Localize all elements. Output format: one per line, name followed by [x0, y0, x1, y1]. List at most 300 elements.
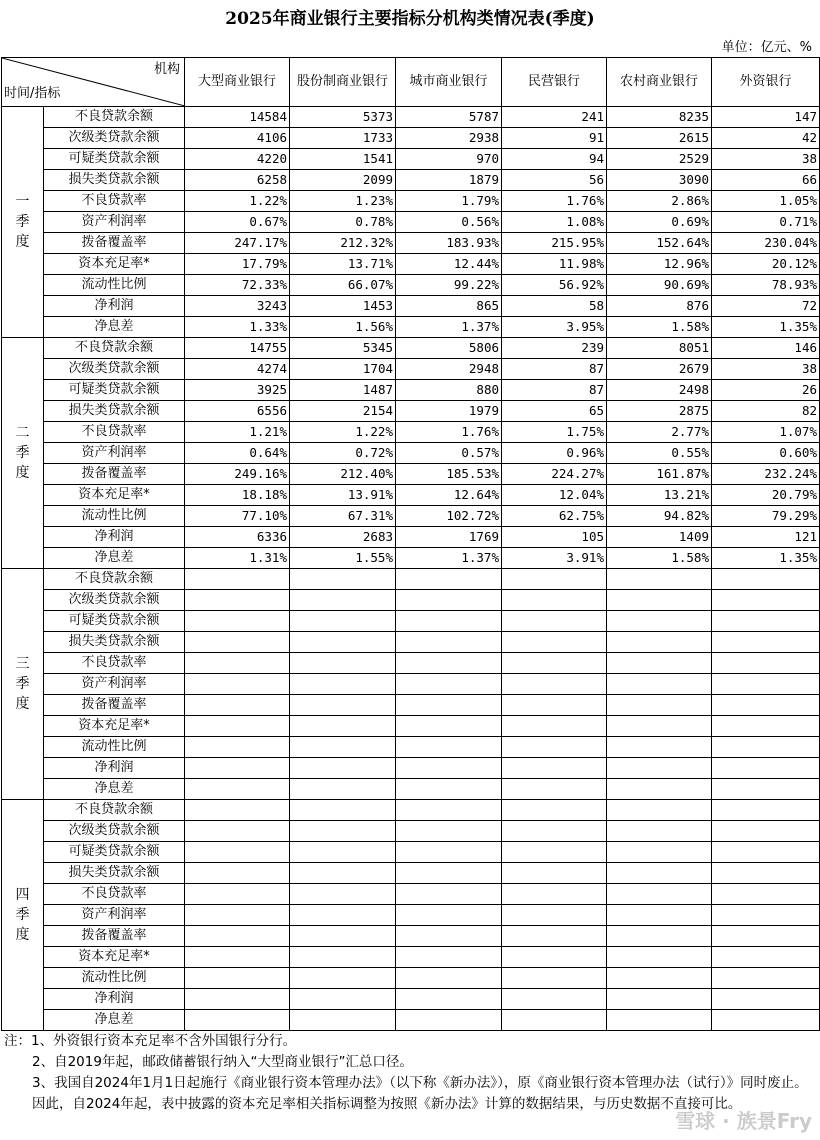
value-cell: 1733: [290, 128, 396, 149]
indicator-label: 净息差: [44, 1010, 185, 1031]
value-cell: 1769: [396, 527, 502, 548]
value-cell: [712, 632, 820, 653]
value-cell: [502, 968, 607, 989]
value-cell: [607, 716, 712, 737]
value-cell: [185, 1010, 290, 1031]
value-cell: [502, 716, 607, 737]
value-cell: 1409: [607, 527, 712, 548]
table-row: [2, 779, 820, 800]
value-cell: 0.78%: [290, 212, 396, 233]
value-cell: [185, 590, 290, 611]
indicator-label: 不良贷款余额: [44, 800, 185, 821]
quarter-label-text: 四季度: [15, 887, 30, 943]
value-cell: [712, 653, 820, 674]
indicator-label: 资本充足率*: [44, 254, 185, 275]
indicator-label: 净息差: [44, 779, 185, 800]
value-cell: [290, 758, 396, 779]
value-cell: 94.82%: [607, 506, 712, 527]
value-cell: 14755: [185, 338, 290, 359]
value-cell: [290, 674, 396, 695]
value-cell: 0.56%: [396, 212, 502, 233]
quarter-label-text: 三季度: [15, 656, 30, 712]
indicator-label: 可疑类贷款余额: [44, 842, 185, 863]
indicator-label: 不良贷款率: [44, 884, 185, 905]
table-row: [2, 674, 820, 695]
indicator-label: 损失类贷款余额: [44, 170, 185, 191]
value-cell: 1.05%: [712, 191, 820, 212]
value-cell: 0.60%: [712, 443, 820, 464]
quarter-label: [2, 569, 44, 800]
value-cell: 1.35%: [712, 317, 820, 338]
indicator-label: 流动性比例: [44, 737, 185, 758]
value-cell: [290, 1010, 396, 1031]
value-cell: [185, 863, 290, 884]
indicator-label: 次级类贷款余额: [44, 821, 185, 842]
value-cell: 1.21%: [185, 422, 290, 443]
value-cell: 6556: [185, 401, 290, 422]
value-cell: 5806: [396, 338, 502, 359]
indicator-label: 资本充足率*: [44, 485, 185, 506]
value-cell: 13.71%: [290, 254, 396, 275]
value-cell: 880: [396, 380, 502, 401]
indicator-label: 流动性比例: [44, 968, 185, 989]
value-cell: [396, 842, 502, 863]
value-cell: [502, 737, 607, 758]
value-cell: [607, 590, 712, 611]
value-cell: 87: [502, 380, 607, 401]
value-cell: [607, 779, 712, 800]
indicator-label: 次级类贷款余额: [44, 128, 185, 149]
table-row: [2, 905, 820, 926]
value-cell: 1.75%: [502, 422, 607, 443]
indicator-label: 可疑类贷款余额: [44, 380, 185, 401]
value-cell: 212.40%: [290, 464, 396, 485]
value-cell: 865: [396, 296, 502, 317]
watermark: 雪球 · 族景Fry: [675, 1109, 812, 1133]
value-cell: 13.91%: [290, 485, 396, 506]
value-cell: 247.17%: [185, 233, 290, 254]
value-cell: [185, 821, 290, 842]
value-cell: [607, 968, 712, 989]
corner-top-label: 机构: [153, 62, 180, 77]
value-cell: 3090: [607, 170, 712, 191]
table-row: [2, 275, 820, 296]
value-cell: 12.96%: [607, 254, 712, 275]
value-cell: [290, 653, 396, 674]
indicator-label: 拨备覆盖率: [44, 464, 185, 485]
value-cell: 1979: [396, 401, 502, 422]
value-cell: [290, 569, 396, 590]
value-cell: 62.75%: [502, 506, 607, 527]
table-row: [2, 758, 820, 779]
value-cell: 4274: [185, 359, 290, 380]
value-cell: [290, 800, 396, 821]
value-cell: [185, 569, 290, 590]
value-cell: [607, 569, 712, 590]
value-cell: 1.08%: [502, 212, 607, 233]
table-row: [2, 338, 820, 359]
value-cell: [396, 737, 502, 758]
value-cell: 14584: [185, 107, 290, 128]
value-cell: [502, 674, 607, 695]
value-cell: 0.72%: [290, 443, 396, 464]
value-cell: 1487: [290, 380, 396, 401]
value-cell: 0.64%: [185, 443, 290, 464]
value-cell: 56: [502, 170, 607, 191]
value-cell: [502, 905, 607, 926]
table-row: [2, 632, 820, 653]
value-cell: [290, 779, 396, 800]
value-cell: [607, 611, 712, 632]
value-cell: 1.76%: [502, 191, 607, 212]
value-cell: [502, 800, 607, 821]
value-cell: [712, 590, 820, 611]
value-cell: [502, 1010, 607, 1031]
value-cell: [185, 737, 290, 758]
value-cell: 0.55%: [607, 443, 712, 464]
value-cell: [290, 884, 396, 905]
indicator-label: 资产利润率: [44, 443, 185, 464]
value-cell: [712, 758, 820, 779]
value-cell: 99.22%: [396, 275, 502, 296]
table-row: [2, 359, 820, 380]
value-cell: [290, 989, 396, 1010]
table-row: [2, 947, 820, 968]
value-cell: [607, 947, 712, 968]
value-cell: 3.91%: [502, 548, 607, 569]
value-cell: [396, 884, 502, 905]
value-cell: 215.95%: [502, 233, 607, 254]
indicator-label: 不良贷款率: [44, 422, 185, 443]
table-row: [2, 548, 820, 569]
value-cell: 152.64%: [607, 233, 712, 254]
value-cell: [185, 674, 290, 695]
value-cell: 2154: [290, 401, 396, 422]
indicator-label: 资本充足率*: [44, 716, 185, 737]
value-cell: [185, 989, 290, 1010]
indicator-label: 资产利润率: [44, 212, 185, 233]
value-cell: 56.92%: [502, 275, 607, 296]
value-cell: 13.21%: [607, 485, 712, 506]
value-cell: 1.56%: [290, 317, 396, 338]
value-cell: [396, 674, 502, 695]
header-institution: 城市商业银行: [396, 58, 502, 107]
value-cell: [502, 695, 607, 716]
table-row: [2, 653, 820, 674]
indicator-label: 拨备覆盖率: [44, 695, 185, 716]
value-cell: [502, 653, 607, 674]
value-cell: 2529: [607, 149, 712, 170]
value-cell: [607, 989, 712, 1010]
value-cell: [712, 716, 820, 737]
value-cell: [185, 926, 290, 947]
value-cell: [290, 821, 396, 842]
value-cell: 2099: [290, 170, 396, 191]
value-cell: [607, 1010, 712, 1031]
footnote: 注：1、外资银行资本充足率不含外国银行分行。: [4, 1033, 297, 1049]
value-cell: [290, 905, 396, 926]
value-cell: 105: [502, 527, 607, 548]
value-cell: [290, 947, 396, 968]
value-cell: [712, 695, 820, 716]
value-cell: 90.69%: [607, 275, 712, 296]
value-cell: 72.33%: [185, 275, 290, 296]
indicator-label: 不良贷款余额: [44, 107, 185, 128]
value-cell: 4220: [185, 149, 290, 170]
value-cell: [712, 884, 820, 905]
value-cell: [396, 653, 502, 674]
value-cell: 20.79%: [712, 485, 820, 506]
indicator-label: 流动性比例: [44, 506, 185, 527]
value-cell: 42: [712, 128, 820, 149]
header-institution: 外资银行: [712, 58, 820, 107]
indicator-label: 损失类贷款余额: [44, 863, 185, 884]
value-cell: 1.33%: [185, 317, 290, 338]
value-cell: 3.95%: [502, 317, 607, 338]
indicator-label: 损失类贷款余额: [44, 401, 185, 422]
value-cell: 1.35%: [712, 548, 820, 569]
value-cell: [396, 863, 502, 884]
table-row: [2, 485, 820, 506]
indicator-label: 可疑类贷款余额: [44, 611, 185, 632]
value-cell: 18.18%: [185, 485, 290, 506]
corner-cell: [2, 58, 185, 107]
value-cell: 146: [712, 338, 820, 359]
table-row: [2, 821, 820, 842]
value-cell: [396, 695, 502, 716]
value-cell: [396, 989, 502, 1010]
value-cell: 0.69%: [607, 212, 712, 233]
header-institution: 民营银行: [502, 58, 607, 107]
value-cell: 0.96%: [502, 443, 607, 464]
value-cell: 224.27%: [502, 464, 607, 485]
table-row: [2, 590, 820, 611]
indicator-label: 净利润: [44, 527, 185, 548]
value-cell: [502, 569, 607, 590]
value-cell: [396, 1010, 502, 1031]
value-cell: 91: [502, 128, 607, 149]
value-cell: 876: [607, 296, 712, 317]
value-cell: [502, 926, 607, 947]
indicator-label: 资产利润率: [44, 905, 185, 926]
value-cell: [185, 884, 290, 905]
header-row: [2, 58, 820, 107]
value-cell: [712, 947, 820, 968]
value-cell: [607, 632, 712, 653]
table-row: [2, 863, 820, 884]
value-cell: 1.58%: [607, 548, 712, 569]
value-cell: 5373: [290, 107, 396, 128]
table-row: [2, 380, 820, 401]
header-institution: 大型商业银行: [185, 58, 290, 107]
value-cell: [290, 716, 396, 737]
value-cell: 2683: [290, 527, 396, 548]
value-cell: [607, 926, 712, 947]
value-cell: 38: [712, 359, 820, 380]
corner-bottom-label: 时间/指标: [4, 86, 61, 101]
value-cell: [712, 842, 820, 863]
value-cell: [396, 758, 502, 779]
value-cell: [185, 758, 290, 779]
value-cell: [185, 905, 290, 926]
quarter-label: [2, 800, 44, 1031]
value-cell: [396, 569, 502, 590]
unit-label: 单位：亿元、%: [721, 40, 812, 55]
value-cell: [290, 590, 396, 611]
table-row: [2, 842, 820, 863]
table-row: [2, 443, 820, 464]
value-cell: [396, 821, 502, 842]
value-cell: 239: [502, 338, 607, 359]
indicator-label: 资产利润率: [44, 674, 185, 695]
indicator-label: 次级类贷款余额: [44, 359, 185, 380]
value-cell: [712, 611, 820, 632]
indicator-label: 拨备覆盖率: [44, 926, 185, 947]
value-cell: 1704: [290, 359, 396, 380]
value-cell: [712, 863, 820, 884]
value-cell: [290, 842, 396, 863]
value-cell: [396, 632, 502, 653]
indicator-label: 损失类贷款余额: [44, 632, 185, 653]
value-cell: [607, 842, 712, 863]
table-row: [2, 317, 820, 338]
value-cell: 3243: [185, 296, 290, 317]
table-row: [2, 212, 820, 233]
value-cell: [396, 947, 502, 968]
value-cell: 67.31%: [290, 506, 396, 527]
value-cell: [185, 968, 290, 989]
footnote: 2、自2019年起，邮政储蓄银行纳入“大型商业银行”汇总口径。: [32, 1054, 413, 1070]
table-row: [2, 233, 820, 254]
value-cell: 147: [712, 107, 820, 128]
value-cell: [502, 611, 607, 632]
value-cell: 1.22%: [290, 422, 396, 443]
table-row: [2, 401, 820, 422]
value-cell: [502, 884, 607, 905]
value-cell: [185, 800, 290, 821]
value-cell: 17.79%: [185, 254, 290, 275]
value-cell: 5787: [396, 107, 502, 128]
value-cell: 65: [502, 401, 607, 422]
value-cell: 1.37%: [396, 548, 502, 569]
value-cell: [712, 968, 820, 989]
value-cell: [396, 905, 502, 926]
value-cell: 1.31%: [185, 548, 290, 569]
indicator-label: 可疑类贷款余额: [44, 149, 185, 170]
value-cell: [185, 611, 290, 632]
value-cell: [607, 695, 712, 716]
header-institution: 股份制商业银行: [290, 58, 396, 107]
value-cell: [185, 779, 290, 800]
table-row: [2, 170, 820, 191]
indicator-label: 不良贷款率: [44, 653, 185, 674]
value-cell: [712, 800, 820, 821]
table-row: [2, 716, 820, 737]
value-cell: [607, 863, 712, 884]
value-cell: [502, 863, 607, 884]
value-cell: [290, 695, 396, 716]
value-cell: 12.04%: [502, 485, 607, 506]
value-cell: 2.77%: [607, 422, 712, 443]
indicator-label: 净利润: [44, 989, 185, 1010]
value-cell: [712, 569, 820, 590]
value-cell: 970: [396, 149, 502, 170]
value-cell: 102.72%: [396, 506, 502, 527]
value-cell: [502, 947, 607, 968]
footnote: 3、我国自2024年1月1日起施行《商业银行资本管理办法》（以下称《新办法》），原《商业银行资本管理办法（试行）》同时废止。因此，自2024年起，表中披露的资本充足率相关指标调整为按照《新办法》计算的数据结果，与历史数据不直接可比。: [32, 1075, 808, 1112]
value-cell: [185, 632, 290, 653]
value-cell: 78.93%: [712, 275, 820, 296]
value-cell: 79.29%: [712, 506, 820, 527]
table-row: [2, 800, 820, 821]
table-row: [2, 254, 820, 275]
indicator-label: 净息差: [44, 548, 185, 569]
value-cell: [712, 779, 820, 800]
value-cell: [396, 716, 502, 737]
value-cell: [607, 674, 712, 695]
table-row: [2, 569, 820, 590]
value-cell: [396, 590, 502, 611]
table-row: [2, 149, 820, 170]
value-cell: 72: [712, 296, 820, 317]
table-row: [2, 989, 820, 1010]
table-row: [2, 506, 820, 527]
value-cell: [712, 989, 820, 1010]
value-cell: [607, 800, 712, 821]
value-cell: [502, 779, 607, 800]
value-cell: 249.16%: [185, 464, 290, 485]
value-cell: 0.71%: [712, 212, 820, 233]
value-cell: 185.53%: [396, 464, 502, 485]
value-cell: 2679: [607, 359, 712, 380]
value-cell: 232.24%: [712, 464, 820, 485]
value-cell: 1.37%: [396, 317, 502, 338]
value-cell: 77.10%: [185, 506, 290, 527]
quarter-label: [2, 338, 44, 569]
quarter-label-text: 一季度: [15, 194, 30, 250]
value-cell: 183.93%: [396, 233, 502, 254]
value-cell: [290, 632, 396, 653]
value-cell: [712, 821, 820, 842]
value-cell: 66.07%: [290, 275, 396, 296]
value-cell: [502, 821, 607, 842]
value-cell: 1.07%: [712, 422, 820, 443]
value-cell: 0.67%: [185, 212, 290, 233]
value-cell: 1541: [290, 149, 396, 170]
value-cell: 1.22%: [185, 191, 290, 212]
value-cell: 212.32%: [290, 233, 396, 254]
value-cell: [396, 800, 502, 821]
table-row: [2, 296, 820, 317]
value-cell: 87: [502, 359, 607, 380]
value-cell: 11.98%: [502, 254, 607, 275]
value-cell: 2948: [396, 359, 502, 380]
value-cell: 241: [502, 107, 607, 128]
indicator-label: 次级类贷款余额: [44, 590, 185, 611]
value-cell: 12.64%: [396, 485, 502, 506]
value-cell: [607, 884, 712, 905]
table-row: [2, 464, 820, 485]
value-cell: 1.76%: [396, 422, 502, 443]
value-cell: 12.44%: [396, 254, 502, 275]
value-cell: 20.12%: [712, 254, 820, 275]
value-cell: 2938: [396, 128, 502, 149]
value-cell: [396, 926, 502, 947]
value-cell: 82: [712, 401, 820, 422]
table-row: [2, 737, 820, 758]
value-cell: 230.04%: [712, 233, 820, 254]
header-institution: 农村商业银行: [607, 58, 712, 107]
